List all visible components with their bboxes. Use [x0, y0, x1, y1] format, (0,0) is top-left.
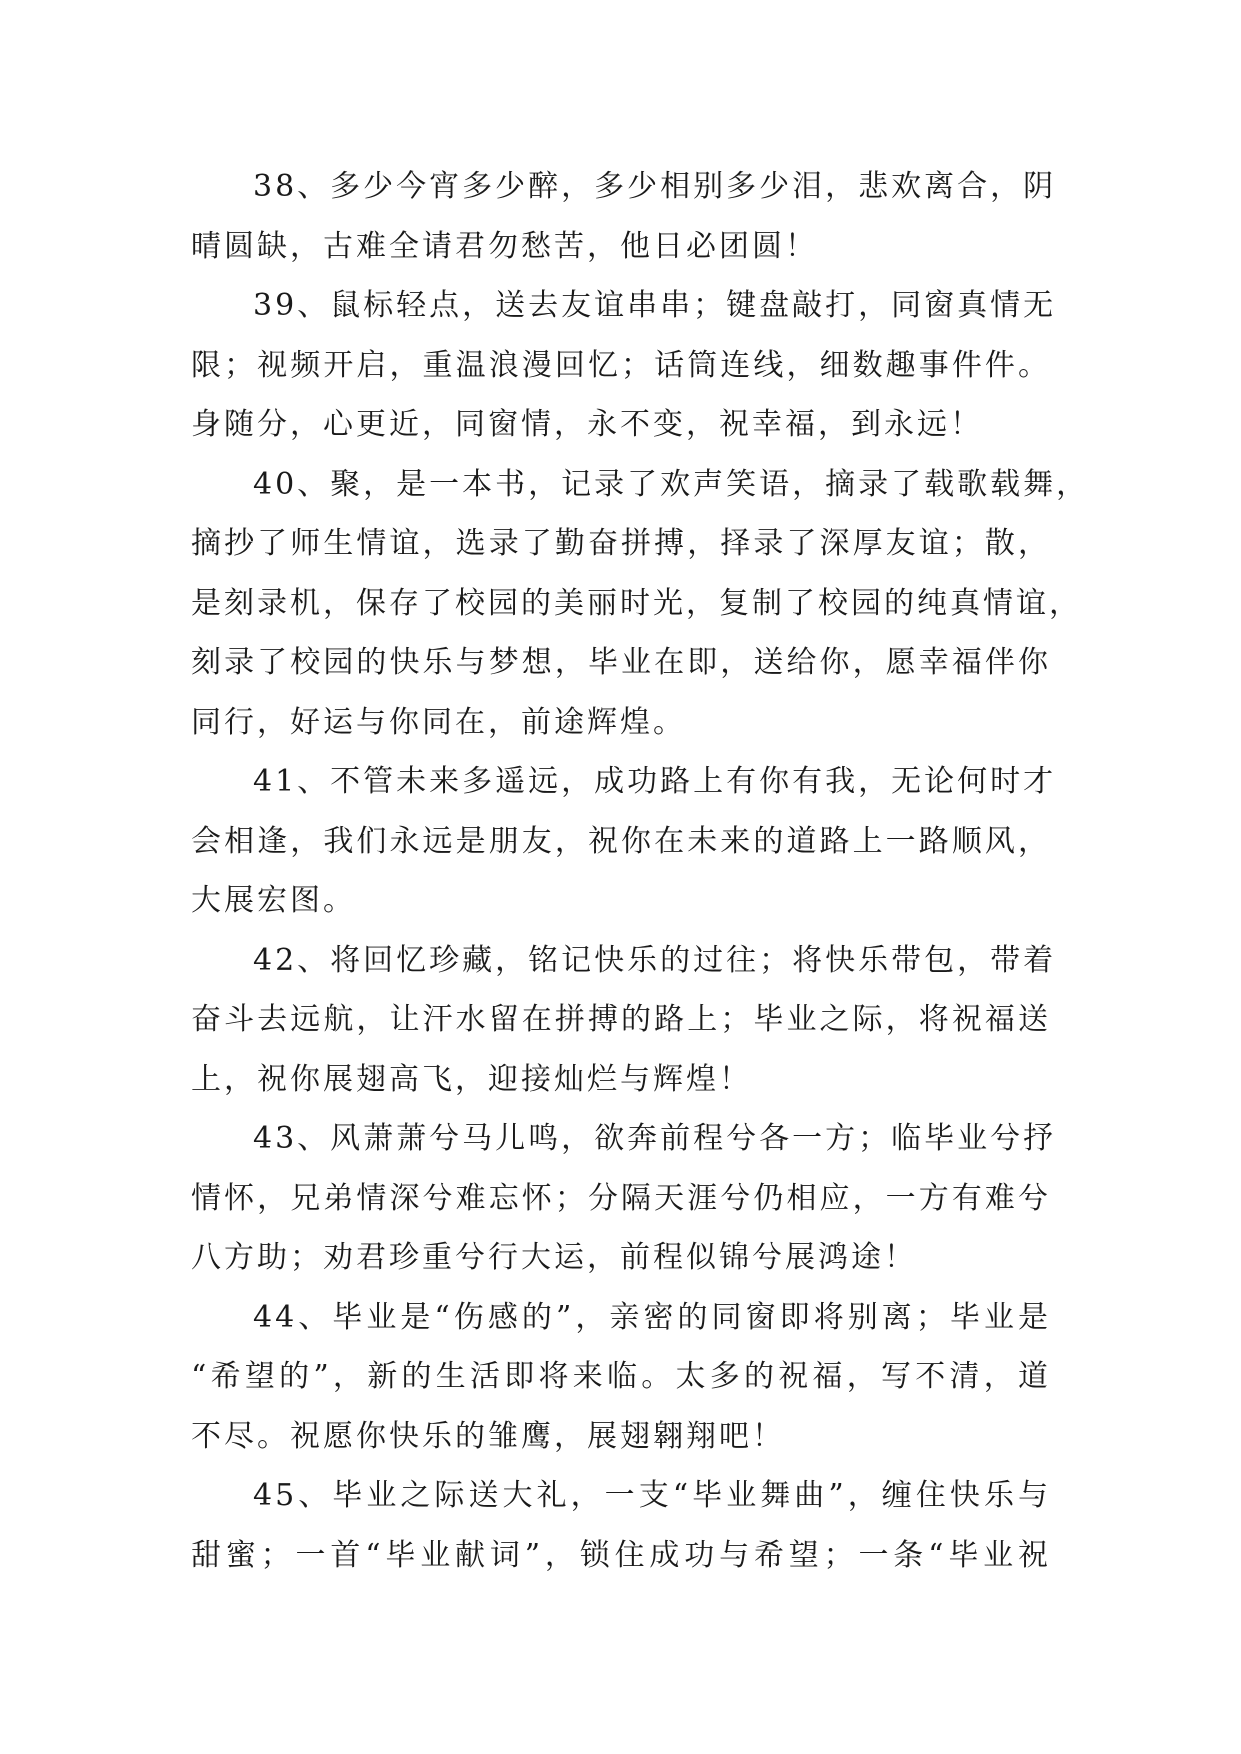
text-line: 刻录了校园的快乐与梦想，毕业在即，送给你，愿幸福伴你	[191, 645, 1051, 680]
text-line: 是刻录机，保存了校园的美丽时光，复制了校园的纯真情谊，	[191, 585, 1082, 621]
text-line: 情怀，兄弟情深兮难忘怀；分隔天涯兮仍相应，一方有难兮	[191, 1180, 1051, 1216]
paragraph-38	[191, 157, 1057, 276]
paragraph-43	[191, 1109, 1057, 1288]
text-line: 39、鼠标轻点，送去友谊串串；键盘敲打，同窗真情无	[253, 288, 1057, 323]
text-line: 会相逢，我们永远是朋友，祝你在未来的道路上一路顺风，	[191, 823, 1051, 859]
text-line: 奋斗去远航，让汗水留在拼搏的路上；毕业之际，将祝福送	[191, 1002, 1051, 1037]
text-line: 38、多少今宵多少醉，多少相别多少泪，悲欢离合，阴	[253, 169, 1057, 204]
text-line: 45、毕业之际送大礼，一支“毕业舞曲”，缠住快乐与	[253, 1478, 1051, 1513]
text-line: 八方助；劝君珍重兮行大运，前程似锦兮展鸿途！	[191, 1240, 917, 1275]
paragraph-45	[191, 1466, 1051, 1585]
text-line: 不尽。祝愿你快乐的雏鹰，展翅翱翔吧！	[191, 1418, 785, 1454]
paragraph-39	[191, 276, 1057, 455]
text-line: 同行，好运与你同在，前途辉煌。	[191, 704, 686, 740]
text-line: 上，祝你展翅高飞，迎接灿烂与辉煌！	[191, 1061, 752, 1097]
document-body	[191, 157, 1090, 1585]
text-line: 晴圆缺，古难全请君勿愁苦，他日必团圆！	[191, 228, 818, 264]
paragraph-44	[191, 1288, 1051, 1467]
text-line: 42、将回忆珍藏，铭记快乐的过往；将快乐带包，带着	[253, 942, 1057, 978]
paragraph-42	[191, 931, 1057, 1110]
paragraph-41	[191, 752, 1057, 931]
text-line: 大展宏图。	[191, 883, 356, 918]
paragraph-40	[191, 455, 1090, 753]
text-line: 限；视频开启，重温浪漫回忆；话筒连线，细数趣事件件。	[191, 347, 1051, 383]
text-line: 摘抄了师生情谊，选录了勤奋拼搏，择录了深厚友谊；散，	[191, 526, 1051, 561]
text-line: 44、毕业是“伤感的”，亲密的同窗即将别离；毕业是	[253, 1299, 1051, 1335]
text-line: 身随分，心更近，同窗情，永不变，祝幸福，到永远！	[191, 407, 983, 442]
text-line: 40、聚，是一本书，记录了欢声笑语，摘录了载歌载舞，	[253, 466, 1090, 502]
text-line: “希望的”，新的生活即将来临。太多的祝福，写不清，道	[191, 1359, 1051, 1394]
text-line: 41、不管未来多遥远，成功路上有你有我，无论何时才	[253, 764, 1057, 799]
text-line: 甜蜜；一首“毕业献词”，锁住成功与希望；一条“毕业祝	[191, 1537, 1051, 1573]
text-line: 43、风萧萧兮马儿鸣，欲奔前程兮各一方；临毕业兮抒	[253, 1121, 1057, 1156]
